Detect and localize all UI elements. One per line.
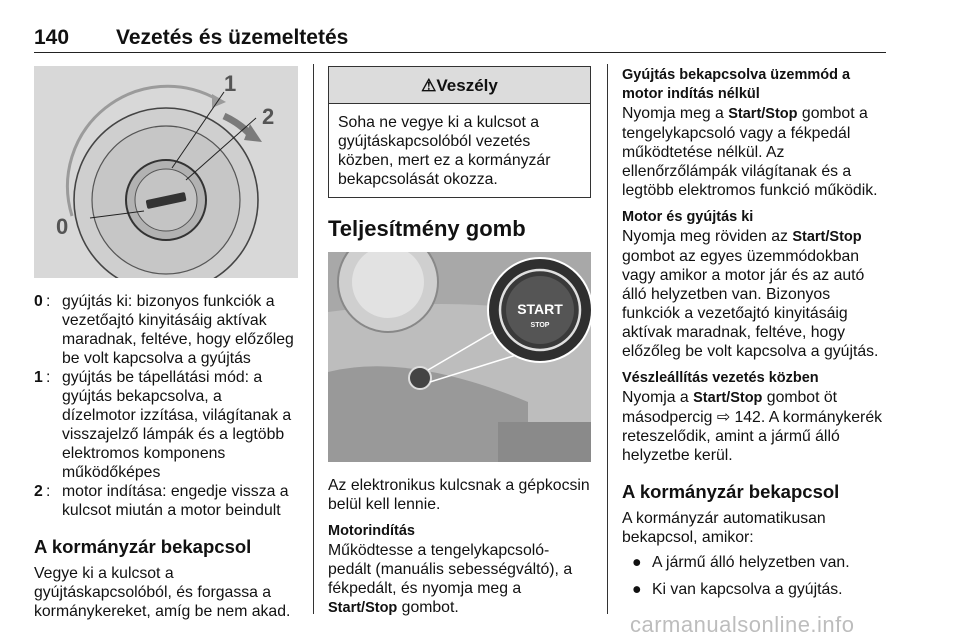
ignition-legend — [34, 292, 298, 520]
paragraph — [328, 541, 591, 618]
subheading: Vészleállítás vezetés közben — [622, 370, 819, 386]
paragraph — [622, 227, 890, 361]
paragraph: Vegye ki a kulcsot a gyújtáskapcsolóból, és forgassa a kormánykereket, amíg be nem akad. — [34, 565, 291, 620]
section-heading: A kormányzár bekapcsol — [34, 536, 252, 557]
figure-label-2: 2 — [262, 104, 275, 129]
dashboard-illustration — [328, 252, 591, 462]
page-reference-link[interactable]: 142 — [734, 409, 761, 426]
paragraph — [622, 388, 890, 465]
text-run: . A kormánykerék reteszelődik, amint a jármű álló helyzetbe kerül. — [622, 409, 883, 464]
legend-number: 0 — [34, 293, 43, 310]
bullet-icon: ● — [632, 581, 642, 598]
list-item — [622, 553, 890, 572]
text-run: Nyomja a — [622, 389, 689, 406]
text-run: gombot öt másodpercig — [622, 389, 838, 426]
page-header — [34, 26, 886, 53]
danger-box — [328, 66, 591, 198]
text-run: gombot. — [401, 599, 459, 616]
legend-text: gyújtás ki: bizonyos funkciók a vezetőajtó kinyitásáig aktívak maradnak, feltéve, hogy előzőleg be volt kapcsolva a gyújtás — [62, 293, 294, 367]
figure-label-0: 0 — [56, 214, 69, 239]
bullet-icon: ● — [632, 554, 642, 571]
list-item — [622, 580, 890, 599]
danger-text: Soha ne vegye ki a kulcsot a gyújtáskapcsolóból vezetés közben, mert ez a kormányzár bekapcsolását okozza. — [338, 114, 551, 188]
text-run: Nyomja meg a — [622, 105, 724, 122]
legend-colon: : — [46, 369, 51, 386]
column-divider-1 — [313, 64, 314, 614]
watermark: carmanualsonline.info — [630, 612, 855, 637]
button-name: Start/Stop — [728, 106, 798, 122]
list-item-text: A jármű álló helyzetben van. — [652, 554, 850, 571]
text-run: Nyomja meg röviden az — [622, 228, 788, 245]
column-middle — [328, 66, 591, 618]
legend-item — [34, 292, 298, 368]
button-name: Start/Stop — [693, 390, 763, 406]
start-stop-button-figure — [328, 252, 591, 462]
page-ref-icon: ⇨ — [716, 409, 731, 426]
legend-item — [34, 368, 298, 482]
legend-colon: : — [46, 483, 51, 500]
button-name: Start/Stop — [328, 600, 398, 616]
legend-colon: : — [46, 293, 51, 310]
column-divider-2 — [607, 64, 608, 614]
start-label: START — [517, 301, 563, 317]
paragraph: Az elektronikus kulcsnak a gépkocsin belül kell lennie. — [328, 477, 590, 513]
legend-number: 1 — [34, 369, 43, 386]
column-left — [34, 66, 298, 621]
subheading: Gyújtás bekapcsolva üzemmód a motor indítás nélkül — [622, 67, 851, 102]
paragraph: A kormányzár automatikusan bekapcsol, amikor: — [622, 510, 826, 546]
list-item-text: Ki van kapcsolva a gyújtás. — [652, 581, 843, 598]
legend-text: gyújtás be tápellátási mód: a gyújtás bekapcsolva, a dízelmotor izzítása, világítanak a visszajelző lámpák és a legtöbb elektromos komponens működőképes — [62, 369, 292, 481]
subheading: Motor és gyújtás ki — [622, 209, 754, 225]
ignition-switch-figure — [34, 66, 298, 278]
paragraph — [622, 104, 890, 200]
column-right — [622, 66, 890, 607]
stop-label: STOP — [530, 322, 550, 329]
figure-label-1: 1 — [224, 71, 237, 96]
bullet-list — [622, 553, 890, 599]
warning-triangle-icon: ⚠ — [421, 76, 437, 95]
page-title: Vezetés és üzemeltetés — [116, 26, 349, 49]
text-run: gombot a tengelykapcsoló vagy a fékpedál működtetése nélkül. Az ellenőrzőlámpák világítanak és a legtöbb elektromos funkció működik. — [622, 105, 878, 199]
section-heading: Teljesítmény gomb — [328, 216, 526, 241]
text-run: Működtesse a tengelykapcsoló-pedált (manuális sebességváltó), a fékpedált, és nyomja meg a — [328, 542, 573, 597]
danger-header — [329, 67, 590, 104]
danger-title: Veszély — [436, 76, 498, 95]
section-heading: A kormányzár bekapcsol — [622, 481, 840, 502]
legend-text: motor indítása: engedje vissza a kulcsot miután a motor beindult — [62, 483, 289, 519]
button-name: Start/Stop — [792, 229, 862, 245]
page-number: 140 — [34, 26, 70, 49]
legend-number: 2 — [34, 483, 43, 500]
legend-item — [34, 482, 298, 520]
text-run: gombot az egyes üzemmódokban vagy amikor a motor jár és az autó álló helyzetben van. Bizonyos funkciók a vezetőajtó kinyitásáig aktívak maradnak, feltéve, hogy előzőleg be volt kapcsolva a gyújtás. — [622, 248, 879, 360]
subheading: Motorindítás — [328, 523, 415, 539]
ignition-switch-illustration — [34, 66, 298, 278]
